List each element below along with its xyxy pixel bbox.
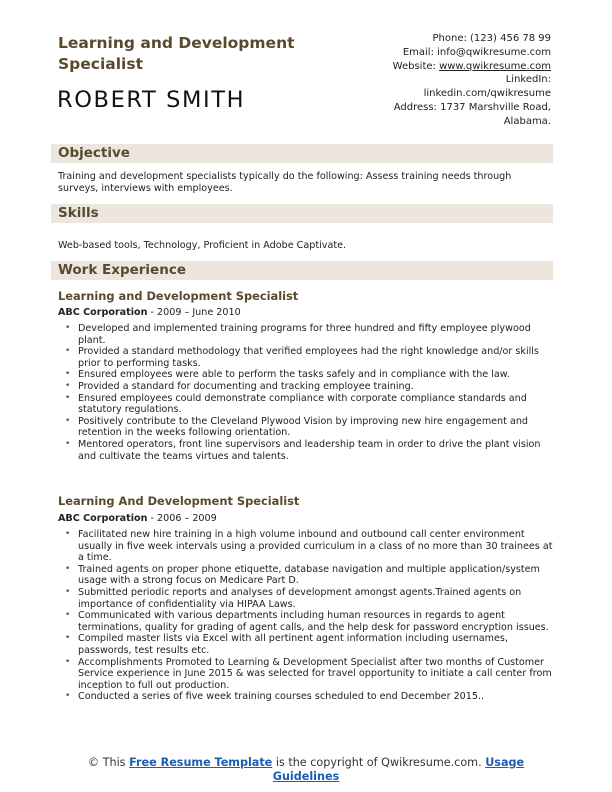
free-resume-template-link[interactable]: Free Resume Template bbox=[129, 756, 273, 769]
list-item: • Trained agents on proper phone etiquette, database navigation and multiple application/system usage with a strong focus on Medicare Part D. bbox=[65, 563, 540, 587]
job-company-line-2 bbox=[58, 513, 217, 525]
list-item: • Submitted periodic reports and analyses of development amongst agents.Trained agents on importance of confidentiality via HIPAA Laws. bbox=[65, 586, 522, 610]
bullet-icon: • bbox=[65, 656, 71, 667]
bullet-icon: • bbox=[65, 392, 71, 403]
contact-linkedin-label: LinkedIn: bbox=[505, 74, 551, 86]
list-item: • Communicated with various departments including human resources in regards to agent terminations, quality for grading of agent calls, and the help desk for password encryption issues. bbox=[65, 610, 549, 633]
footer-middle: is the copyright of Qwikresume.com. bbox=[272, 756, 486, 769]
bullet-icon: • bbox=[65, 438, 71, 449]
bullet-icon: • bbox=[65, 586, 71, 597]
list-item: • Mentored operators, front line supervisors and leadership team in order to drive the plant vision and cultivate the teams virtues and talents. bbox=[65, 438, 541, 462]
usage-guidelines-link[interactable]: Usage Guidelines bbox=[272, 756, 525, 783]
work-experience-heading: Work Experience bbox=[58, 262, 186, 278]
website-link[interactable]: www.qwikresume.com bbox=[439, 60, 551, 72]
list-item: • Accomplishments Promoted to Learning & Development Specialist after two months of Customer Service experience in June 2015 & was selected for travel opportunity to initiate a call center from inception to full out production. bbox=[65, 656, 552, 691]
contact-phone: Phone: (123) 456 78 99 bbox=[432, 33, 551, 44]
skills-heading: Skills bbox=[58, 205, 99, 221]
bullet-icon: • bbox=[65, 323, 71, 333]
bullet-icon: • bbox=[65, 529, 71, 539]
contact-address-line2: Alabama. bbox=[503, 115, 551, 127]
list-item: • Compiled master lists via Excel with all pertinent agent information including usernames, passwords, test results etc. bbox=[65, 633, 508, 656]
list-item: • Provided a standard methodology that verified employees had the right knowledge and/or skills prior to performing tasks. bbox=[65, 346, 539, 369]
bullet-icon: • bbox=[65, 415, 71, 426]
skills-text: Web-based tools, Technology, Proficient in Adobe Captivate. bbox=[58, 240, 347, 251]
list-item: • Facilitated new hire training in a high volume inbound and outbound call center environment usually in five week intervals using a provided curriculum in a class of no more than 30 trainees at a time. bbox=[65, 529, 553, 564]
contact-linkedin-value: linkedin.com/qwikresume bbox=[423, 88, 551, 100]
job-2-bullets bbox=[58, 529, 554, 703]
bullet-icon: • bbox=[65, 380, 71, 391]
contact-website bbox=[291, 60, 551, 74]
job-title-1: Learning and Development Specialist bbox=[58, 289, 299, 303]
job-title-2: Learning And Development Specialist bbox=[58, 494, 300, 508]
bullet-icon: • bbox=[65, 563, 71, 574]
list-item: • Provided a standard for documenting and tracking employee training. bbox=[65, 380, 414, 392]
contact-address-line1: Address: 1737 Marshville Road, bbox=[393, 101, 551, 113]
bullet-icon: • bbox=[65, 610, 71, 621]
work-experience-section-header bbox=[51, 261, 553, 280]
bullet-icon: • bbox=[65, 633, 71, 644]
footer-prefix: © This bbox=[87, 756, 130, 769]
list-item: • Positively contribute to the Cleveland Plywood Vision by improving new hire engagement and retention in the weeks following orientation. bbox=[65, 415, 529, 439]
contact-block bbox=[291, 32, 551, 129]
objective-heading: Objective bbox=[58, 145, 130, 161]
job-dates-1: - 2009 – June 2010 bbox=[147, 307, 241, 318]
objective-text: Training and development specialists typically do the following: Assess training needs through surveys, interviews with employees. bbox=[58, 171, 512, 194]
job-1-bullets bbox=[58, 323, 554, 462]
bullet-icon: • bbox=[65, 369, 71, 380]
bullet-icon: • bbox=[65, 346, 71, 357]
list-item: • Conducted a series of five week training courses scheduled to end December 2015.. bbox=[65, 691, 485, 703]
skills-section-header bbox=[51, 204, 553, 223]
list-item: • Ensured employees could demonstrate compliance with corporate compliance standards and statutory regulations. bbox=[65, 392, 527, 416]
list-item: • Developed and implemented training programs for three hundred and fifty employee plywood plant. bbox=[65, 323, 531, 346]
objective-section-header bbox=[51, 144, 553, 163]
job-dates-2: - 2006 – 2009 bbox=[147, 513, 217, 524]
job-company-line-1 bbox=[58, 307, 241, 319]
bullet-icon: • bbox=[65, 691, 71, 702]
website-label: Website: bbox=[392, 60, 440, 72]
candidate-name: ROBERT SMITH bbox=[57, 87, 246, 113]
list-item: • Ensured employees were able to perform the tasks safely and in compliance with the law. bbox=[65, 369, 510, 381]
company-name-1: ABC Corporation bbox=[58, 307, 148, 318]
resume-job-title: Learning and Development Specialist bbox=[58, 34, 295, 73]
contact-email: Email: info@qwikresume.com bbox=[402, 46, 551, 58]
copyright-footer bbox=[80, 756, 532, 784]
company-name-2: ABC Corporation bbox=[58, 513, 148, 524]
